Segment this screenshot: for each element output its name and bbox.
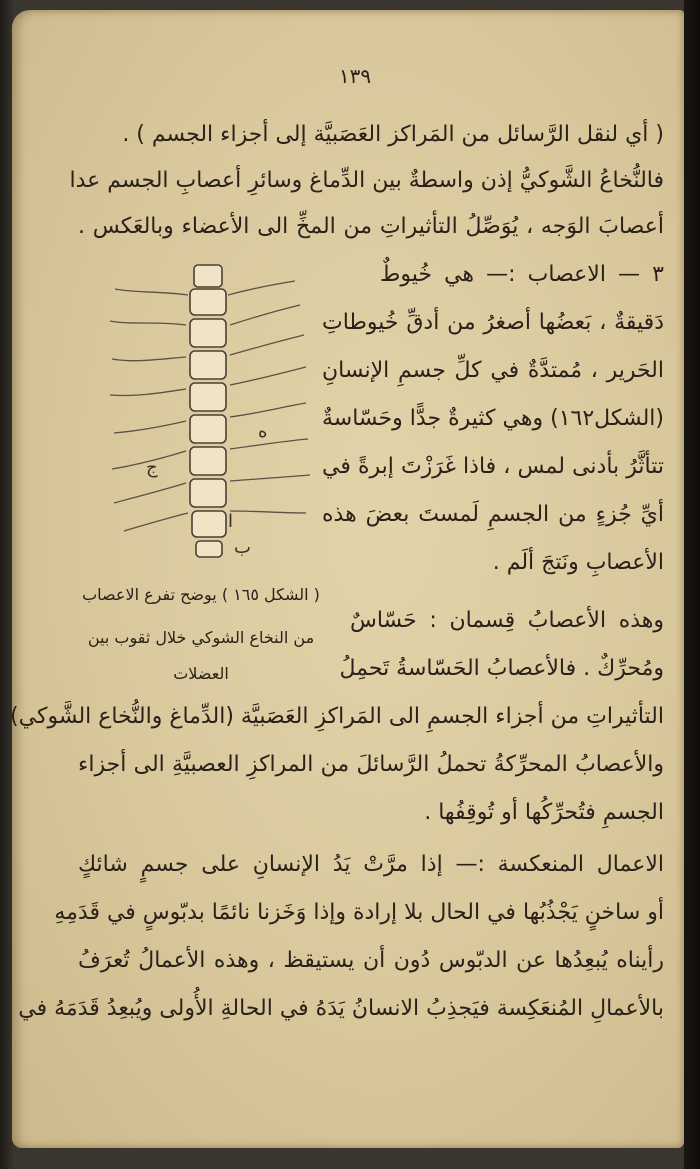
figure-caption-line-3: العضلات [173, 664, 229, 683]
nerves-line-9: ومُحرِّكٌ . فالأعصابُ الحَسّاسةُ تَحمِلُ [339, 656, 664, 681]
vertebrae [190, 265, 226, 557]
text-line-2: فالنُّخاعُ الشَّوكيُّ إذن واسطةٌ بين الدِّماغ وسائرِ أعصابِ الجسم عدا [69, 168, 664, 193]
text-line-1: ( أي لنقل الرَّسائل من المَراكز العَصَبيَّة إلى أجزاء الجسم ) . [122, 122, 664, 147]
nerves-line-7: الأعصابِ ونَتجَ ألَم . [492, 550, 664, 575]
text-line-3: أعصابَ الوَجه ، يُوَصِّلُ التأثيراتِ من المخِّ الى الأعضاء وبالعَكس . [78, 214, 664, 239]
figure-label-alif: ا [228, 511, 234, 532]
text-line-after-3: الجسمِ فتُحرِّكُها أو تُوقِفُها . [424, 800, 664, 825]
book-edge [684, 0, 700, 1169]
figure-caption-line-1: ( الشكل ١٦٥ ) يوضح تفرع الاعصاب [82, 585, 320, 604]
reflex-heading-line: الاعمال المنعكسة :— إذا مرَّتْ يَدُ الإنسانِ على جسمٍ شائكٍ [78, 852, 664, 877]
text-line-after-2: والأعصابُ المحرِّكةُ تحملُ الرَّسائلَ من المراكزِ العصبيَّةِ الى أجزاء [78, 752, 664, 777]
page-number: ١٣٩ [338, 64, 372, 88]
figure-label-ba: ب [234, 537, 251, 558]
figure-caption-line-2: من النخاع الشوكي خلال ثقوب بين [87, 628, 315, 647]
reflex-line-2: أو ساخنٍ يَجْذُبُها في الحال بلا إرادة وإذا وَخَزنا نائمًا بدبّوسٍ في قَدَمِهِ [54, 900, 664, 925]
nerves-line-8: وهذه الأعصابُ قِسمان : حَسّاسٌ [350, 608, 664, 633]
nerves-line-4: (الشكل١٦٢) وهي كثيرةٌ جدًّا وحَسّاسةٌ [322, 406, 664, 431]
nerves-heading-line: ٣ — الاعصاب :— هي خُيوطٌ [380, 262, 664, 287]
nerves-line-5: تتأثَّرُ بأدنى لمس ، فاذا غَرَزْتَ إبرةً في [322, 454, 664, 479]
nerves-line-2: دَقيقةٌ ، بَعضُها أصغرُ من أدقِّ خُيوطاتِ [322, 310, 664, 335]
nerves-line-3: الحَرير ، مُمتدَّةٌ في كلِّ جسمِ الإنسانِ [322, 358, 664, 383]
reflex-line-4: بالأعمالِ المُنعَكِسة فيَجذِبُ الانسانُ يَدَهُ في الحالةِ الأُولى ويُبعِدُ قَدَمَهُ في [18, 996, 664, 1021]
figure-label-he: ه [258, 421, 268, 442]
text-line-after-1: التأثيراتِ من أجزاء الجسمِ الى المَراكزِ العَصَبيَّة (الدِّماغ والنُّخاع الشَّوكي). [3, 704, 664, 729]
spinal-cord-figure [100, 255, 330, 575]
figure-label-jeem: ج [146, 457, 158, 478]
reflex-line-3: رأيناه يُبعِدُها عن الدبّوس دُون أن يستيقظ ، وهذه الأعمالُ تُعرَفُ [78, 948, 664, 973]
nerves-line-6: أيِّ جُزءٍ من الجسمِ لَمستَ بعضَ هذه [322, 502, 664, 527]
